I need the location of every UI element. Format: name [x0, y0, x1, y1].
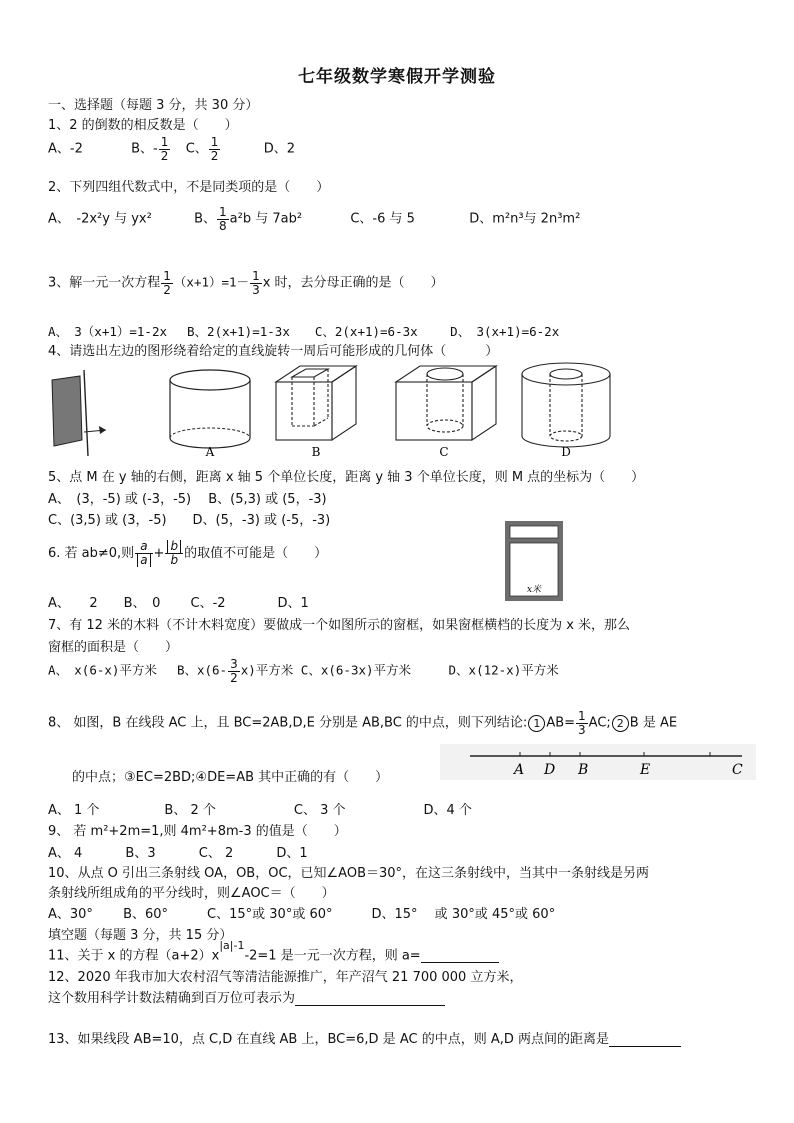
question-1-options — [48, 136, 295, 162]
point-c-label: C — [732, 762, 743, 778]
question-7-options: A、 x(6-x)平方米 B、x(6- $\frac{3}{2}$ x)平方米 C、x(6-3x)平方米 D、x(12-x)平方米 — [48, 657, 559, 685]
window-frame-figure — [504, 520, 564, 602]
option-c: C、 — [185, 141, 208, 157]
question-6: 6. 若 ab≠0,则 $\frac{a}{a}$ + $\frac{b}{b}$ 的取值不可能是（ ） — [48, 539, 328, 567]
answer-blank-11 — [421, 948, 499, 963]
option-d: D、2 — [263, 141, 295, 157]
fraction: $\frac{3}{2}$ — [230, 657, 238, 685]
option-a: A、 -2x²y 与 yx² — [48, 211, 152, 227]
option-a-label: A — [205, 445, 215, 459]
option-d-label: D — [561, 445, 571, 459]
section-choice-heading: 一、选择题（每题 3 分，共 30 分） — [48, 98, 259, 113]
page-title: 七年级数学寒假开学测验 — [298, 67, 496, 87]
circled-2: 2 — [612, 715, 629, 732]
option-b: B、 — [194, 211, 217, 227]
circled-1: 1 — [528, 715, 545, 732]
question-5: 5、点 M 在 y 轴的右侧，距离 x 轴 5 个单位长度，距离 y 轴 3 个单位长度，则 M 点的坐标为（ ） — [48, 470, 645, 485]
question-12: 12、2020 年我市加大农村沼气等清洁能源推广，年产沼气 21 700 000 立方米， — [48, 970, 523, 985]
option-c: C、-6 与 5 — [350, 211, 415, 227]
option-a: A、-2 — [48, 141, 83, 157]
question-10-options: A、30° B、60° C、15°或 30°或 60° D、15° 或 30°或 45°或 60° — [48, 907, 556, 922]
question-5-options-cd: C、(3,5) 或 (3，-5) D、(5，-3) 或 (-5，-3) — [48, 513, 331, 528]
answer-blank-12 — [295, 991, 445, 1006]
question-1: 1、2 的倒数的相反数是（ ） — [48, 118, 238, 133]
question-3-options: A、 3（x+1）=1-2x B、2(x+1)=1-3x C、2(x+1)=6-3x D、 3(x+1)=6-2x — [48, 324, 560, 339]
question-2: 2、下列四组代数式中，不是同类项的是（ ） — [48, 180, 330, 195]
question-9-options: A、 4 B、3 C、 2 D、1 — [48, 846, 308, 861]
question-13: 13、如果线段 AB=10，点 C,D 在直线 AB 上，BC=6,D 是 AC 的中点，则 A,D 两点间的距离是 — [48, 1028, 681, 1047]
option-c-box-with-cylinder-hole — [396, 366, 496, 440]
option-b-box-with-hole — [276, 366, 356, 440]
point-b-label: B — [578, 762, 589, 778]
point-a-label: A — [514, 762, 525, 778]
fraction: $\frac{1}{2}$ — [210, 135, 219, 163]
question-7: 7、有 12 米的木料（不计木料宽度）要做成一个如图所示的窗框，如果窗框横档的长度为 x 米，那么 — [48, 618, 631, 633]
question-8-options: A、 1 个 B、 2 个 C、 3 个 D、4 个 — [48, 803, 472, 818]
option-b: B、- — [131, 141, 158, 157]
option-c-label: C — [439, 445, 449, 459]
section-fill-heading: 填空题（每题 3 分，共 15 分） — [48, 928, 233, 943]
option-b-label: B — [311, 445, 321, 459]
question-7-line-2: 窗框的面积是（ ） — [48, 640, 179, 655]
question-12-line-2: 这个数用科学计数法精确到百万位可表示为 — [48, 987, 445, 1006]
question-4: 4、请选出左边的图形绕着给定的直线旋转一周后可能形成的几何体（ ） — [48, 344, 499, 359]
question-9: 9、 若 m²+2m=1,则 4m²+8m-3 的值是（ ） — [48, 824, 347, 839]
fraction-a-over-abs-a: $\frac{a}{a}$ — [135, 540, 152, 567]
rotation-shape-figure — [52, 370, 106, 456]
question-5-options-ab: A、 (3，-5) 或 (-3，-5) B、(5,3) 或 (5，-3) — [48, 492, 327, 507]
fraction: $\frac{1}{3}$ — [578, 709, 586, 737]
fraction: $\frac{1}{3}$ — [252, 269, 260, 297]
answer-blank-13 — [609, 1032, 681, 1047]
point-e-label: E — [640, 762, 651, 778]
fraction-abs-b-over-b: $\frac{b}{b}$ — [165, 540, 183, 567]
fraction: $\frac{1}{2}$ — [160, 135, 169, 163]
fraction: $\frac{1}{8}$ — [219, 205, 227, 233]
fraction: $\frac{1}{2}$ — [163, 269, 171, 297]
option-d-hollow-cylinder — [522, 363, 610, 447]
question-10: 10、从点 O 引出三条射线 OA，OB，OC，已知∠AOB＝30°，在这三条射线中，当其中一条射线是另两 — [48, 866, 650, 881]
solids-figure — [44, 360, 624, 460]
question-8: 8、 如图，B 在线段 AC 上，且 BC=2AB,D,E 分别是 AB,BC 的中点，则下列结论: 1 AB= $\frac{1}{3}$ AC; 2 B 是 AE — [48, 709, 678, 737]
question-11: 11、关于 x 的方程$(a+2)x^{|a|-1}-2=1$ 是一元一次方程，则 a= — [48, 944, 499, 963]
point-d-label: D — [544, 762, 556, 778]
question-8-line-2: 的中点；③EC=2BD;④DE=AB 其中正确的有（ ） — [72, 770, 389, 785]
question-6-options: A、 2 B、 0 C、-2 D、1 — [48, 596, 309, 611]
option-a-cylinder — [170, 370, 250, 448]
segment-figure — [440, 742, 756, 782]
question-2-options: A、 -2x²y 与 yx² B、 $\frac{1}{8}$ a²b 与 7ab² C、-6 与 5 D、m²n³与 2n³m² — [48, 205, 581, 233]
window-width-label: x米 — [526, 585, 542, 595]
question-3: 3、解一元一次方程 $\frac{1}{2}$ （x+1）=1－ $\frac{1}{3}$ x 时，去分母正确的是（ ） — [48, 269, 444, 297]
question-10-line-2: 条射线所组成角的平分线时，则∠AOC＝（ ） — [48, 886, 335, 901]
option-d: D、m²n³与 2n³m² — [469, 211, 581, 227]
